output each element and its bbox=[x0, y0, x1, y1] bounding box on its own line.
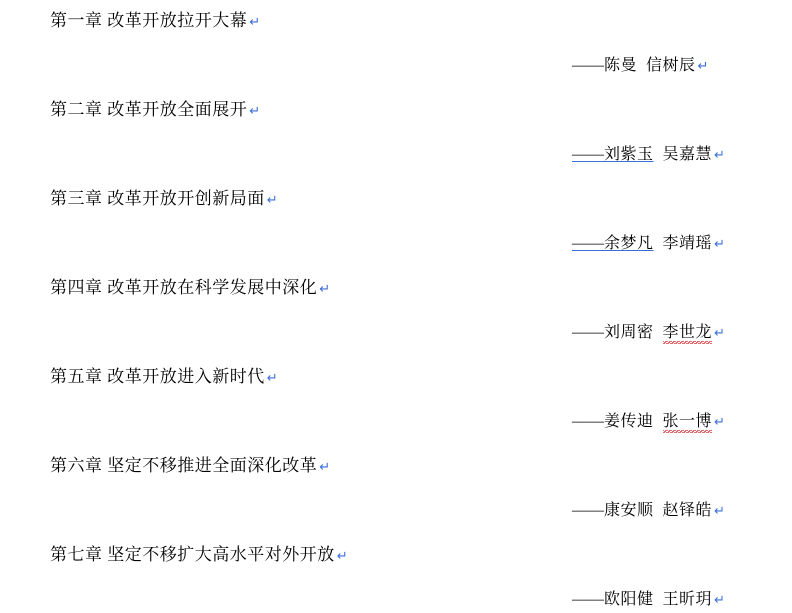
author-name-separator bbox=[654, 413, 663, 430]
author-dash: —— bbox=[572, 235, 604, 252]
entry-gap bbox=[0, 391, 792, 409]
entry-gap bbox=[0, 124, 792, 142]
author-line[interactable] bbox=[0, 142, 792, 168]
entry-gap bbox=[0, 35, 792, 53]
author-name-secondary: 李靖瑶 bbox=[662, 235, 713, 252]
paragraph-mark-icon: ↵ bbox=[266, 370, 279, 385]
paragraph-mark-icon: ↵ bbox=[714, 503, 726, 518]
author-name-primary: 余梦凡 bbox=[604, 235, 654, 252]
author-line[interactable] bbox=[0, 320, 792, 346]
author-name-primary: 刘周密 bbox=[604, 324, 654, 341]
chapter-line[interactable] bbox=[0, 453, 792, 480]
chapter-line[interactable] bbox=[0, 186, 792, 213]
author-dash: —— bbox=[572, 324, 604, 341]
author-name-secondary: 张一博 bbox=[662, 413, 713, 430]
paragraph-mark-icon: ↵ bbox=[714, 236, 726, 251]
author-dash: —— bbox=[572, 146, 604, 163]
entry-gap bbox=[0, 435, 792, 453]
author-name-primary: 康安顺 bbox=[604, 502, 654, 519]
chapter-title: 第一章 改革开放拉开大幕 bbox=[50, 11, 248, 30]
entry-gap bbox=[0, 168, 792, 186]
toc-entry bbox=[0, 542, 792, 613]
chapter-title: 第三章 改革开放开创新局面 bbox=[50, 189, 265, 208]
entry-gap bbox=[0, 79, 792, 97]
author-dash: —— bbox=[572, 413, 604, 430]
author-line[interactable] bbox=[0, 53, 792, 79]
toc-entry bbox=[0, 8, 792, 79]
entry-gap bbox=[0, 480, 792, 498]
paragraph-mark-icon: ↵ bbox=[714, 592, 726, 607]
author-line[interactable] bbox=[0, 498, 792, 524]
top-spacer bbox=[0, 0, 792, 8]
author-name-separator bbox=[637, 57, 646, 74]
toc-entry bbox=[0, 453, 792, 524]
paragraph-mark-icon: ↵ bbox=[714, 325, 726, 340]
chapter-line[interactable] bbox=[0, 97, 792, 124]
paragraph-mark-icon: ↵ bbox=[336, 548, 349, 563]
author-name-primary: 欧阳健 bbox=[604, 591, 654, 608]
chapter-line[interactable] bbox=[0, 275, 792, 302]
chapter-title: 第五章 改革开放进入新时代 bbox=[50, 367, 265, 386]
author-name-separator bbox=[654, 235, 663, 252]
toc-entry bbox=[0, 97, 792, 168]
chapter-line[interactable] bbox=[0, 542, 792, 569]
author-name-separator bbox=[654, 502, 663, 519]
author-line[interactable] bbox=[0, 231, 792, 257]
toc-entry bbox=[0, 186, 792, 257]
author-name-secondary: 王昕玥 bbox=[662, 591, 713, 608]
author-name-separator bbox=[654, 146, 663, 163]
toc-entry bbox=[0, 275, 792, 346]
paragraph-mark-icon: ↵ bbox=[249, 103, 261, 118]
chapter-title: 第七章 坚定不移扩大高水平对外开放 bbox=[50, 545, 335, 564]
toc-entry bbox=[0, 364, 792, 435]
author-name-secondary: 信树辰 bbox=[646, 57, 696, 74]
author-dash: —— bbox=[572, 57, 604, 74]
paragraph-mark-icon: ↵ bbox=[714, 147, 726, 162]
chapter-line[interactable] bbox=[0, 364, 792, 391]
author-name-separator bbox=[654, 324, 663, 341]
author-name-primary: 陈曼 bbox=[604, 57, 638, 74]
paragraph-mark-icon: ↵ bbox=[697, 58, 709, 73]
author-name-secondary: 赵铎皓 bbox=[662, 502, 713, 519]
entry-gap bbox=[0, 213, 792, 231]
paragraph-mark-icon: ↵ bbox=[266, 192, 279, 207]
author-name-secondary: 吴嘉慧 bbox=[662, 146, 713, 163]
chapter-title: 第二章 改革开放全面展开 bbox=[50, 100, 248, 119]
author-line[interactable] bbox=[0, 587, 792, 613]
entry-gap bbox=[0, 524, 792, 542]
author-name-secondary: 李世龙 bbox=[662, 324, 713, 341]
entry-gap bbox=[0, 346, 792, 364]
author-name-separator bbox=[654, 591, 663, 608]
chapter-title: 第四章 改革开放在科学发展中深化 bbox=[50, 278, 318, 297]
author-name-primary: 刘紫玉 bbox=[604, 146, 654, 163]
entry-gap bbox=[0, 302, 792, 320]
chapter-line[interactable] bbox=[0, 8, 792, 35]
author-name-primary: 姜传迪 bbox=[604, 413, 654, 430]
entry-gap bbox=[0, 257, 792, 275]
author-dash: —— bbox=[572, 591, 604, 608]
chapter-title: 第六章 坚定不移推进全面深化改革 bbox=[50, 456, 318, 475]
paragraph-mark-icon: ↵ bbox=[319, 459, 331, 474]
paragraph-mark-icon: ↵ bbox=[714, 414, 726, 429]
author-line[interactable] bbox=[0, 409, 792, 435]
entry-gap bbox=[0, 569, 792, 587]
author-dash: —— bbox=[572, 502, 604, 519]
paragraph-mark-icon: ↵ bbox=[249, 14, 261, 29]
paragraph-mark-icon: ↵ bbox=[319, 281, 331, 296]
